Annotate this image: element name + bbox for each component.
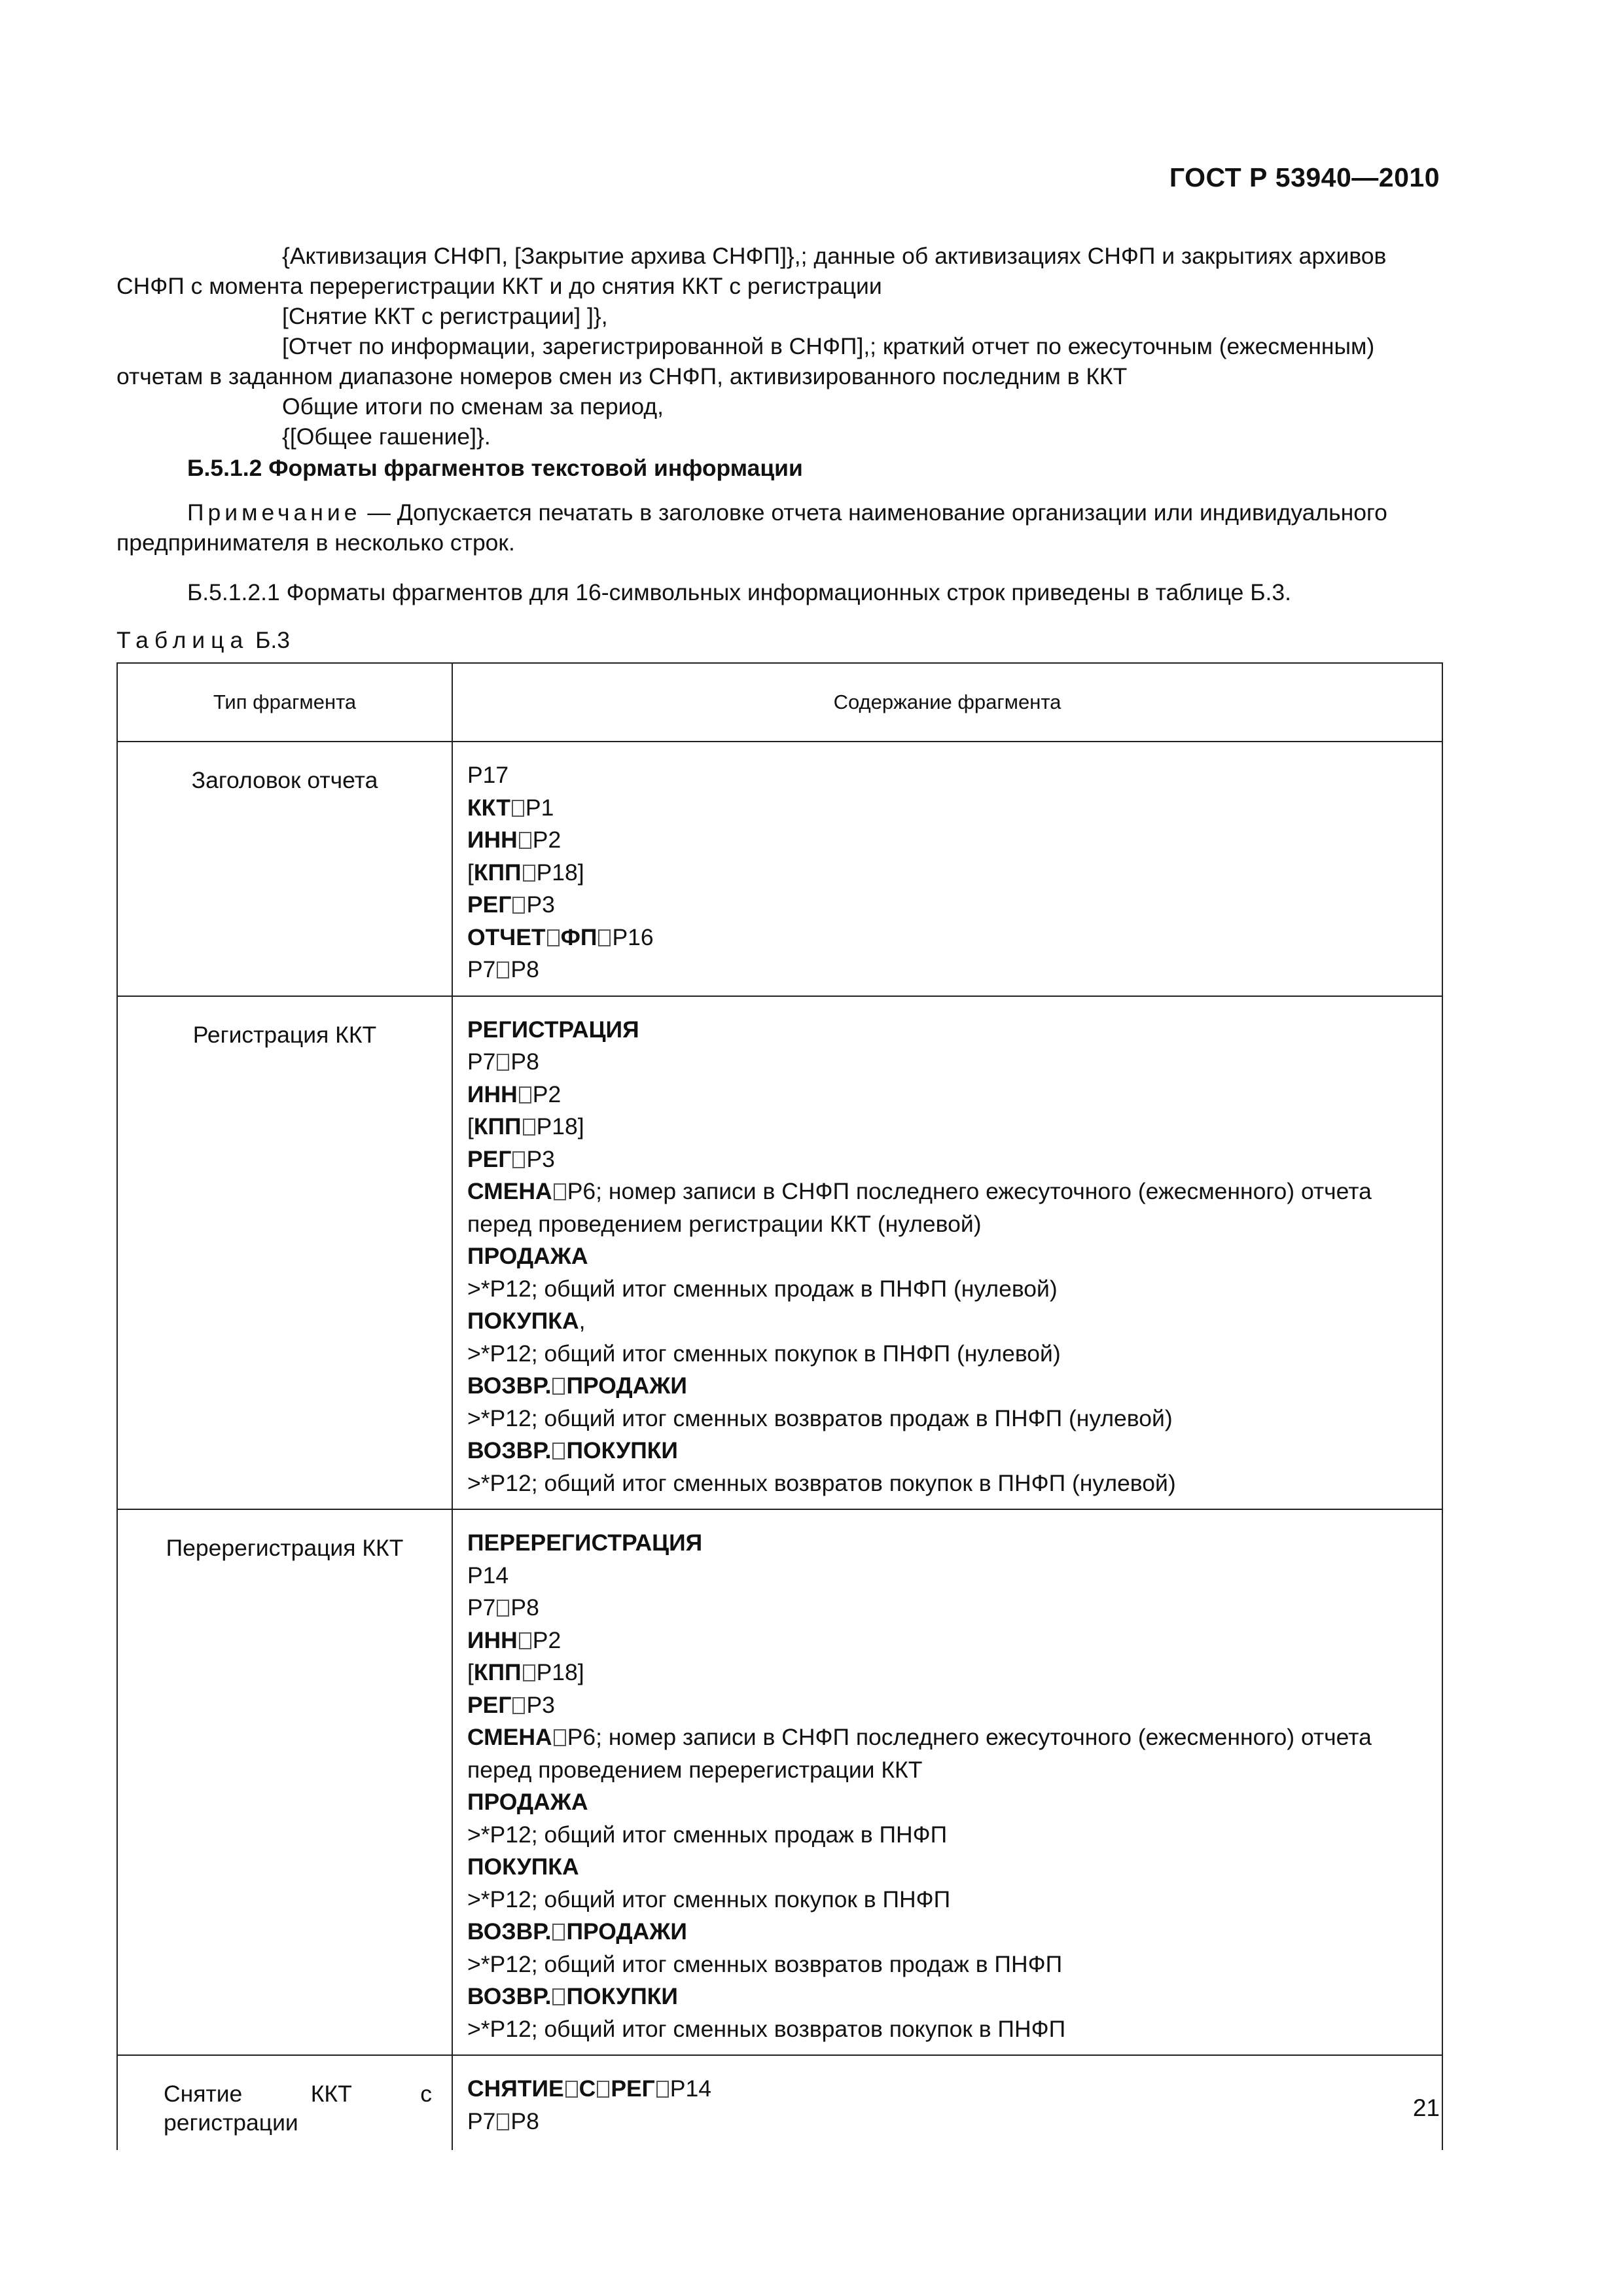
fragment-content-cell xyxy=(452,742,1442,996)
content-line xyxy=(467,1754,1429,1787)
content-line xyxy=(467,1079,1429,1111)
table-row xyxy=(117,2055,1442,2150)
content-line xyxy=(467,1175,1429,1208)
bold-token: С xyxy=(579,2075,596,2102)
content-line xyxy=(467,954,1429,986)
bold-token: КПП xyxy=(473,1659,522,1685)
bold-token: ПОКУПКИ xyxy=(566,1437,678,1463)
bold-token: ПЕРЕРЕГИСТРАЦИЯ xyxy=(467,1530,703,1556)
section-heading: Б.5.1.2 Форматы фрагментов текстовой информации xyxy=(187,455,803,481)
paragraph: {[Общее гашение]}. xyxy=(282,423,491,450)
text-token: P16 xyxy=(612,924,654,950)
fragments-table xyxy=(116,662,1443,2150)
bold-token: РЕГИСТРАЦИЯ xyxy=(467,1016,639,1043)
paragraph: {Активизация СНФП, [Закрытие архива СНФП]},; данные об активизациях СНФП и закрытиях архивов СНФП с момента перерегистрации ККТ и до снятия ККТ с регистрации xyxy=(116,243,1387,299)
text-token: P3 xyxy=(526,1145,555,1172)
space-box-icon xyxy=(512,897,525,914)
text-token: >*P12; общий итог сменных возвратов покупок в ПНФП xyxy=(467,2015,1066,2042)
space-box-icon xyxy=(523,865,535,882)
text-token: P14 xyxy=(467,1562,509,1588)
space-box-icon xyxy=(547,929,560,946)
bold-token: ПОКУПКИ xyxy=(566,1983,678,2009)
text-token: P2 xyxy=(532,1626,562,1653)
content-line xyxy=(467,1273,1429,1306)
content-line xyxy=(467,824,1429,857)
content-line xyxy=(467,922,1429,954)
text-token: [ xyxy=(467,1659,474,1685)
text-token: P6; номер записи в СНФП последнего ежесуточного (ежесменного) отчета xyxy=(567,1724,1372,1750)
note-label: Примечание xyxy=(187,499,361,526)
content-line xyxy=(467,1884,1429,1916)
bold-token: ПРОДАЖИ xyxy=(566,1918,687,1945)
bold-token: РЕГ xyxy=(467,1145,512,1172)
bold-token: РЕГ xyxy=(467,1691,512,1718)
content-line xyxy=(467,1560,1429,1592)
bold-token: КПП xyxy=(473,859,522,886)
text-token: P8 xyxy=(510,1594,539,1621)
table-caption xyxy=(116,627,290,654)
space-box-icon xyxy=(552,1924,565,1941)
space-box-icon xyxy=(565,2081,578,2098)
paragraph: [Отчет по информации, зарегистрированной в СНФП],; краткий отчет по ежесуточным (ежесменным) отчетам в заданном диапазоне номеров смен из СНФП, активизированного последним в ККТ xyxy=(116,333,1375,389)
space-box-icon xyxy=(519,1632,531,1649)
content-line xyxy=(467,1916,1429,1948)
content-line xyxy=(467,1851,1429,1884)
fragment-type-cell: Перерегистрация ККТ xyxy=(117,1509,452,2055)
text-token: P3 xyxy=(526,1691,555,1718)
text-token: P1 xyxy=(525,794,554,821)
content-line xyxy=(467,1467,1429,1500)
content-line xyxy=(467,1527,1429,1560)
bold-token: СМЕНА xyxy=(467,1724,552,1750)
space-box-icon xyxy=(512,800,524,817)
content-line xyxy=(467,1657,1429,1689)
content-line xyxy=(467,1208,1429,1241)
content-line xyxy=(467,2106,1429,2138)
space-box-icon xyxy=(523,1119,535,1136)
text-token: P2 xyxy=(532,1081,562,1107)
space-box-icon xyxy=(552,1378,565,1395)
content-line xyxy=(467,1143,1429,1176)
subsection-paragraph: Б.5.1.2.1 Форматы фрагментов для 16-символьных информационных строк приведены в таблице Б.3. xyxy=(187,579,1291,605)
content-line xyxy=(467,1819,1429,1852)
paragraph: Общие итоги по сменам за период, xyxy=(282,393,664,420)
text-token: >*P12; общий итог сменных продаж в ПНФП xyxy=(467,1821,948,1848)
bold-token: СМЕНА xyxy=(467,1178,552,1204)
text-token: >*P12; общий итог сменных покупок в ПНФП (нулевой) xyxy=(467,1340,1061,1367)
content-line xyxy=(467,1624,1429,1657)
space-box-icon xyxy=(497,1600,509,1617)
space-box-icon xyxy=(497,961,509,978)
content-line xyxy=(467,1111,1429,1143)
column-header-type: Тип фрагмента xyxy=(117,663,452,742)
content-line xyxy=(467,2073,1429,2106)
text-token: [ xyxy=(467,859,474,886)
text-token: >*P12; общий итог сменных покупок в ПНФП xyxy=(467,1886,951,1912)
space-box-icon xyxy=(512,1697,525,1714)
text-token: P14 xyxy=(669,2075,711,2102)
content-line xyxy=(467,1435,1429,1467)
space-box-icon xyxy=(656,2081,669,2098)
space-box-icon xyxy=(554,1183,566,1200)
bold-token: ФП xyxy=(560,924,597,950)
text-token: >*P12; общий итог сменных возвратов продаж в ПНФП xyxy=(467,1950,1063,1977)
table-caption-label: Таблица xyxy=(116,627,249,653)
text-token: P3 xyxy=(526,891,555,918)
bold-token: ККТ xyxy=(467,794,510,821)
text-token: P2 xyxy=(532,827,562,853)
note-dash: — xyxy=(361,499,397,526)
table-body xyxy=(117,742,1442,2150)
note-paragraph xyxy=(116,497,1441,558)
page-number: 21 xyxy=(1412,2094,1440,2121)
space-box-icon xyxy=(598,929,611,946)
bold-token: СНЯТИЕ xyxy=(467,2075,564,2102)
table-row xyxy=(117,1509,1442,2055)
fragment-content-cell xyxy=(452,1509,1442,2055)
text-token: >*P12; общий итог сменных продаж в ПНФП (нулевой) xyxy=(467,1275,1058,1302)
space-box-icon xyxy=(519,1086,531,1103)
text-token: P7 xyxy=(467,1594,496,1621)
content-line xyxy=(467,2013,1429,2046)
text-token: P6; номер записи в СНФП последнего ежесуточного (ежесменного) отчета xyxy=(567,1178,1372,1204)
table-row xyxy=(117,996,1442,1510)
content-line xyxy=(467,1370,1429,1403)
space-box-icon xyxy=(523,1664,535,1681)
text-token: P8 xyxy=(510,2108,539,2134)
content-line xyxy=(467,1046,1429,1079)
table-header-row xyxy=(117,663,1442,742)
content-line xyxy=(467,1014,1429,1047)
content-line xyxy=(467,1948,1429,1981)
content-line xyxy=(467,1305,1429,1338)
bold-token: ИНН xyxy=(467,1081,518,1107)
body-text xyxy=(116,241,1441,607)
text-token: [ xyxy=(467,1113,474,1139)
fragment-type-cell: Снятие ККТ с регистрации xyxy=(117,2055,452,2150)
bold-token: РЕГ xyxy=(467,891,512,918)
bold-token: ВОЗВР. xyxy=(467,1983,552,2009)
text-token: P18] xyxy=(536,859,584,886)
bold-token: ОТЧЕТ xyxy=(467,924,546,950)
text-token: P7 xyxy=(467,956,496,982)
fragment-type-cell: Заголовок отчета xyxy=(117,742,452,996)
fragment-content-cell xyxy=(452,996,1442,1510)
bold-token: ВОЗВР. xyxy=(467,1437,552,1463)
bold-token: РЕГ xyxy=(611,2075,655,2102)
note-text: Допускается печатать в заголовке отчета наименование организации или индивидуального предпринимателя в несколько строк. xyxy=(116,499,1387,556)
bold-token: ИНН xyxy=(467,1626,518,1653)
content-line xyxy=(467,1592,1429,1624)
content-line xyxy=(467,889,1429,922)
table-caption-number: Б.3 xyxy=(255,627,290,653)
space-box-icon xyxy=(597,2081,609,2098)
content-line xyxy=(467,1721,1429,1754)
text-token: P7 xyxy=(467,1049,496,1075)
content-line xyxy=(467,1981,1429,2013)
column-header-content: Содержание фрагмента xyxy=(452,663,1442,742)
text-token: P8 xyxy=(510,956,539,982)
space-box-icon xyxy=(552,1443,565,1460)
text-token: P18] xyxy=(536,1113,584,1139)
space-box-icon xyxy=(519,832,531,849)
bold-token: ПОКУПКА xyxy=(467,1308,579,1334)
text-token: >*P12; общий итог сменных возвратов продаж в ПНФП (нулевой) xyxy=(467,1405,1173,1431)
bold-token: ПРОДАЖИ xyxy=(566,1372,687,1399)
content-line xyxy=(467,1338,1429,1371)
table-row xyxy=(117,742,1442,996)
bold-token: ИНН xyxy=(467,827,518,853)
bold-token: ПОКУПКА xyxy=(467,1854,579,1880)
text-token: >*P12; общий итог сменных возвратов покупок в ПНФП (нулевой) xyxy=(467,1469,1176,1496)
bold-token: ПРОДАЖА xyxy=(467,1243,588,1269)
bold-token: ВОЗВР. xyxy=(467,1372,552,1399)
text-token: перед проведением перерегистрации ККТ xyxy=(467,1756,923,1783)
text-token: , xyxy=(579,1308,586,1334)
bold-token: ПРОДАЖА xyxy=(467,1789,588,1815)
content-line xyxy=(467,759,1429,792)
content-line xyxy=(467,1403,1429,1435)
bold-token: ВОЗВР. xyxy=(467,1918,552,1945)
content-line xyxy=(467,1240,1429,1273)
text-token: P18] xyxy=(536,1659,584,1685)
space-box-icon xyxy=(497,2113,509,2130)
content-line xyxy=(467,1786,1429,1819)
content-line xyxy=(467,792,1429,825)
fragment-type-cell: Регистрация ККТ xyxy=(117,996,452,1510)
text-token: P8 xyxy=(510,1049,539,1075)
fragment-content-cell xyxy=(452,2055,1442,2150)
text-token: P17 xyxy=(467,762,509,788)
space-box-icon xyxy=(554,1729,566,1746)
content-line xyxy=(467,857,1429,889)
space-box-icon xyxy=(552,1988,565,2005)
paragraph: [Снятие ККТ с регистрации] ]}, xyxy=(282,303,608,329)
standard-designation: ГОСТ Р 53940—2010 xyxy=(1169,162,1440,192)
text-token: P7 xyxy=(467,2108,496,2134)
bold-token: КПП xyxy=(473,1113,522,1139)
content-line xyxy=(467,1689,1429,1722)
space-box-icon xyxy=(512,1151,525,1168)
space-box-icon xyxy=(497,1054,509,1071)
text-token: перед проведением регистрации ККТ (нулевой) xyxy=(467,1210,982,1237)
